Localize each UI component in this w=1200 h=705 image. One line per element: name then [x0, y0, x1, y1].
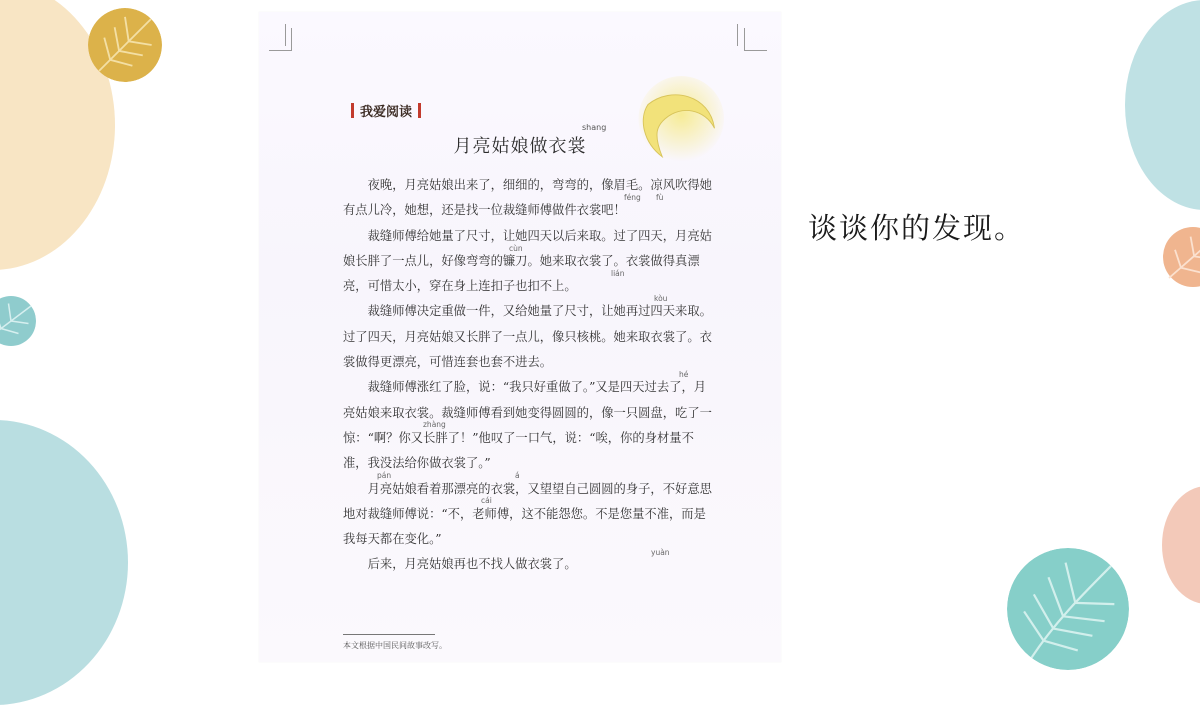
leaf-pattern-gold-icon — [88, 8, 162, 82]
discussion-prompt: 谈谈你的发现。 — [808, 211, 1026, 245]
decorative-circle-teal — [0, 420, 128, 705]
leaf-pattern-teal-icon — [1007, 548, 1129, 670]
title-pinyin: shang — [582, 123, 607, 132]
paragraph: 月亮姑娘看着那漂亮的衣裳，又望望自己圆圆的身子，不好意思地对裁缝师傅说：“不，老师傅，这不能怨您。不是您量不准，而是我每天都在变化。” — [343, 481, 712, 547]
pinyin-note: féng — [624, 193, 641, 202]
pinyin-note: cái — [481, 496, 492, 505]
footnote: 本文根据中国民间故事改写。 — [343, 641, 447, 650]
pinyin-note: cùn — [509, 244, 523, 253]
paragraph: 裁缝师傅涨红了脸，说：“我只好重做了。”又是四天过去了，月亮姑娘来取衣裳。裁缝师傅看到她变得圆圆的，像一只圆盘，吃了一惊：“啊？你又长胖了！”他叹了一口气，说：“唉，你的身材量不准，我没法给你做衣裳了。” — [343, 380, 712, 471]
leaf-pattern-orange-icon — [1163, 215, 1200, 299]
crop-mark-top-right — [744, 28, 767, 51]
pinyin-note: zhàng — [423, 420, 446, 429]
pinyin-note: kòu — [654, 294, 668, 303]
pinyin-note: yuàn — [651, 548, 670, 557]
leaf-pattern-teal-small-icon — [0, 293, 36, 349]
pinyin-note: fù — [656, 193, 664, 202]
pinyin-note: lián — [611, 269, 625, 278]
story-body — [343, 173, 715, 578]
paragraph: 后来，月亮姑娘再也不找人做衣裳了。 — [367, 557, 577, 572]
paragraph: 裁缝师傅决定重做一件，又给她量了尺寸，让她再过四天来取。过了四天，月亮姑娘又长胖了一点儿，像只核桃。她来取衣裳了。衣裳做得更漂亮，可惜连套也套不进去。 — [343, 304, 712, 370]
decorative-circle-teal-right — [1125, 0, 1200, 210]
section-label: 我爱阅读 — [345, 100, 427, 120]
decorative-circle-peach — [1162, 486, 1200, 604]
textbook-page — [259, 12, 781, 662]
pinyin-note: á — [515, 471, 520, 480]
paragraph: 裁缝师傅给她量了尺寸，让她四天以后来取。过了四天，月亮姑娘长胖了一点儿，好像弯弯的镰刀。她来取衣裳了。衣裳做得真漂亮，可惜太小，穿在身上连扣子也扣不上。 — [343, 228, 712, 294]
story-title: 月亮姑娘做衣裳 — [453, 136, 587, 157]
footnote-divider — [343, 634, 435, 635]
pinyin-note: pán — [377, 471, 392, 480]
crop-mark-top-left — [269, 28, 292, 51]
paragraph: 夜晚，月亮姑娘出来了，细细的，弯弯的，像眉毛。凉风吹得她有点儿冷，她想，还是找一位裁缝师傅做件衣裳吧！ — [343, 178, 712, 218]
pinyin-note: hé — [679, 370, 689, 379]
